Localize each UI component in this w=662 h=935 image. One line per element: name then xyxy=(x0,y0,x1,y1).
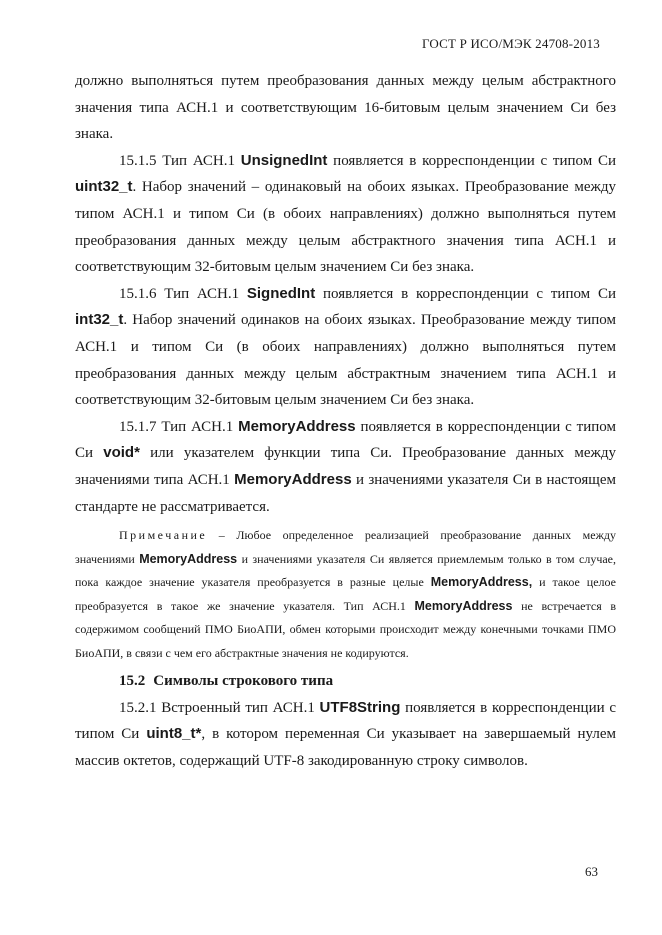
code-term: UTF8String xyxy=(319,698,401,716)
code-term: UnsignedInt xyxy=(240,151,328,169)
paragraph-text: появляется в корреспонденции с типом Си xyxy=(315,285,616,302)
paragraph-15-2-1 xyxy=(75,695,616,775)
note-text: и значениями указателя Си является приемлемым только в том случае, пока каждое значение указателя преобразуется в разные целые xyxy=(75,551,617,590)
paragraph-text: появляется в корреспонденции с типом Си xyxy=(75,699,616,743)
paragraph-text: 15.1.5 Тип АСН.1 xyxy=(119,152,241,169)
code-term: MemoryAddress xyxy=(238,417,356,435)
code-term: int32_t xyxy=(75,311,124,329)
paragraph-text: и значениями указателя Си в настоящем стандарте не рассматривается. xyxy=(75,471,616,515)
note-label: Примечание xyxy=(119,528,208,543)
paragraph-text: появляется в корреспонденции с типом Си xyxy=(327,152,616,169)
note-text: – Любое определенное реализацией преобразование данных между значениями xyxy=(75,528,616,566)
page-header-standard: ГОСТ Р ИСО/МЭК 24708-2013 xyxy=(421,36,600,51)
paragraph-text: . Набор значений – одинаковый на обоих языках. Преобразование между типом АСН.1 и типом Си (в обоих направлениях) должно выполняться путем преобразования данных между целым абстрактного значения типа АСН.1 и соответствующим 32-битовым целым значением Си без знака. xyxy=(75,179,616,276)
note-text: не встречается в содержимом сообщений ПМО БиоАПИ, обмен которыми происходит между конечными точками ПМО БиоАПИ, в связи с чем его абстрактные значения не кодируются. xyxy=(75,598,616,660)
paragraph-continuation: должно выполняться путем преобразования данных между целым абстрактного значения типа АСН.1 и соответствующим 16-битовым целым значением Си без знака. xyxy=(75,73,616,143)
note-block xyxy=(75,524,616,665)
section-heading xyxy=(75,668,616,695)
paragraph-text: или указателем функции типа Си. Преобразование данных между значениями типа АСН.1 xyxy=(75,445,616,488)
paragraph-text: появляется в корреспонденции с типом Си xyxy=(75,418,616,462)
code-term: MemoryAddress xyxy=(414,598,513,613)
paragraph-15-1-5 xyxy=(75,148,616,281)
paragraph-text: 15.2.1 Встроенный тип АСН.1 xyxy=(119,699,320,716)
page-number: 63 xyxy=(585,864,598,879)
paragraph-text: . Набор значений одинаков на обоих языках. Преобразование между типом АСН.1 и типом Си (в обоих направлениях) должно выполняться путем преобразования данных между целым абстрактным значением типа АСН.1 и соответствующим 32-битовым целым значением Си без знака. xyxy=(75,312,616,409)
section-title: Символы строкового типа xyxy=(153,673,334,690)
paragraph-text: 15.1.7 Тип АСН.1 xyxy=(119,418,239,435)
document-body xyxy=(75,68,616,774)
code-term: MemoryAddress, xyxy=(430,575,533,590)
code-term: uint8_t* xyxy=(146,725,202,743)
paragraph-15-1-7 xyxy=(75,414,616,520)
code-term: SignedInt xyxy=(246,284,316,302)
paragraph-15-1-6 xyxy=(75,281,616,414)
section-number: 15.2 xyxy=(119,673,146,690)
paragraph-text: 15.1.6 Тип АСН.1 xyxy=(119,285,247,302)
code-term: MemoryAddress xyxy=(234,470,352,488)
code-term: void* xyxy=(103,444,140,462)
paragraph-text: , в котором переменная Си указывает на завершаемый нулем массив октетов, содержащий UTF-8 закодированную строку символов. xyxy=(75,726,616,769)
code-term: uint32_t xyxy=(75,178,133,196)
code-term: MemoryAddress xyxy=(139,551,238,566)
note-text: и такое целое преобразуется в такое же значение указателя. Тип АСН.1 xyxy=(75,575,617,613)
